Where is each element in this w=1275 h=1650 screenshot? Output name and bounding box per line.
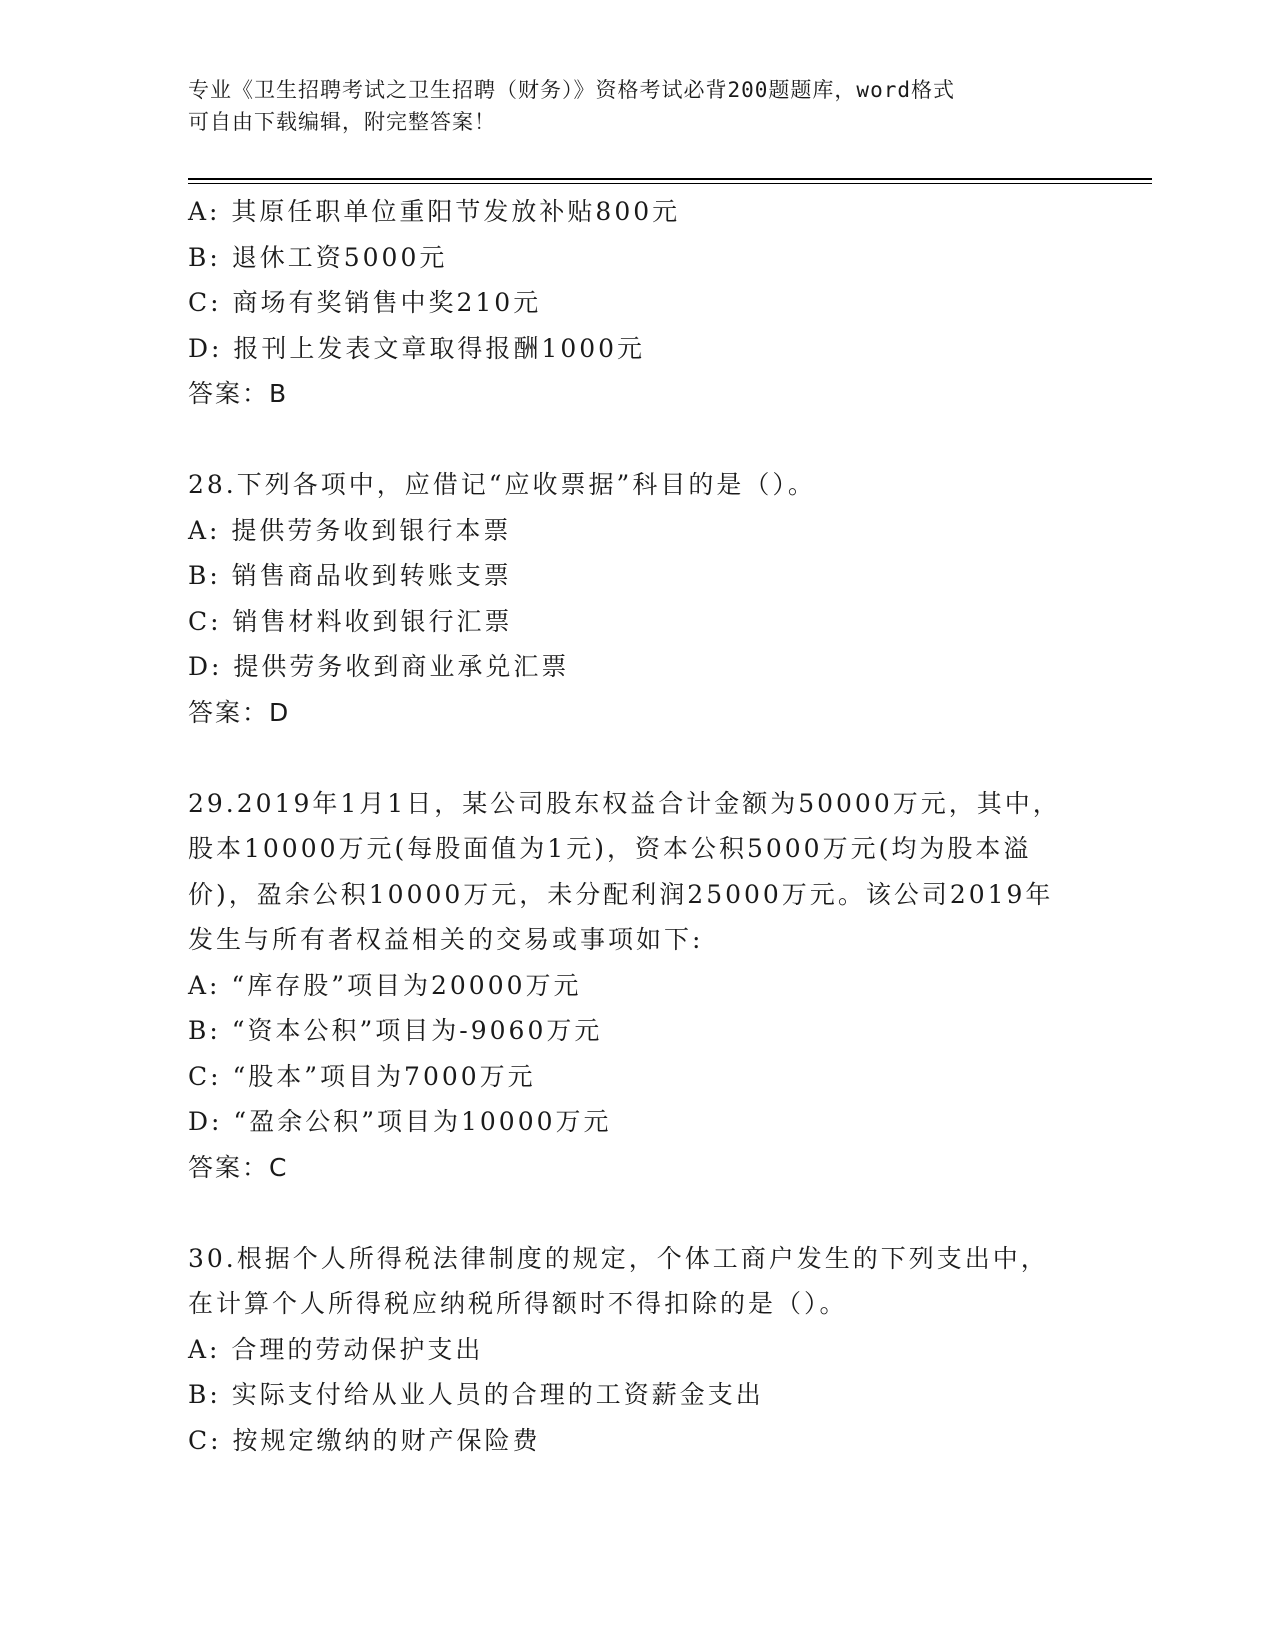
question-27 — [188, 189, 1088, 417]
header-line-2: 可自由下载编辑，附完整答案！ — [188, 110, 496, 134]
option-a: A: “库存股”项目为20000万元 — [188, 970, 582, 1000]
question-text: 发生与所有者权益相关的交易或事项如下: — [188, 925, 704, 954]
option-a: A: 其原任职单位重阳节发放补贴800元 — [188, 197, 681, 226]
option-c: C: 销售材料收到银行汇票 — [188, 606, 513, 636]
question-text: 股本10000万元(每股面值为1元)，资本公积5000万元(均为股本溢 — [188, 834, 1032, 863]
option-d: D: 报刊上发表文章取得报酬1000元 — [188, 333, 646, 363]
question-text: 30.根据个人所得税法律制度的规定，个体工商户发生的下列支出中， — [188, 1243, 1049, 1273]
header-divider — [188, 178, 1152, 180]
question-list — [188, 189, 1088, 1463]
question-text: 价)，盈余公积10000万元，未分配利润25000万元。该公司2019年 — [188, 879, 1054, 909]
question-text: 28.下列各项中，应借记“应收票据”科目的是（）。 — [188, 470, 816, 499]
option-b: B: 销售商品收到转账支票 — [188, 561, 512, 590]
option-a: A: 合理的劳动保护支出 — [188, 1334, 484, 1364]
option-b: B: “资本公积”项目为-9060万元 — [188, 1016, 603, 1045]
question-29 — [188, 781, 1088, 1191]
question-30 — [188, 1236, 1088, 1464]
option-b: B: 实际支付给从业人员的合理的工资薪金支出 — [188, 1380, 764, 1409]
question-text: 29.2019年1月1日，某公司股东权益合计金额为50000万元，其中， — [188, 788, 1061, 818]
answer-line: 答案：B — [188, 379, 289, 408]
option-d: D: 提供劳务收到商业承兑汇票 — [188, 652, 570, 681]
option-d: D: “盈余公积”项目为10000万元 — [188, 1107, 612, 1136]
question-text: 在计算个人所得税应纳税所得额时不得扣除的是（）。 — [188, 1289, 848, 1318]
header-line-1: 专业《卫生招聘考试之卫生招聘（财务）》资格考试必背200题题库，word格式 — [188, 78, 955, 102]
answer-line: 答案：C — [188, 1152, 289, 1182]
option-c: C: “股本”项目为7000万元 — [188, 1061, 536, 1091]
option-c: C: 按规定缴纳的财产保险费 — [188, 1425, 541, 1455]
option-a: A: 提供劳务收到银行本票 — [188, 515, 512, 545]
question-28 — [188, 462, 1088, 735]
option-c: C: 商场有奖销售中奖210元 — [188, 288, 542, 317]
document-header — [188, 74, 1068, 138]
answer-line: 答案：D — [188, 697, 291, 727]
header-divider-thin — [188, 183, 1152, 184]
option-b: B: 退休工资5000元 — [188, 242, 448, 272]
